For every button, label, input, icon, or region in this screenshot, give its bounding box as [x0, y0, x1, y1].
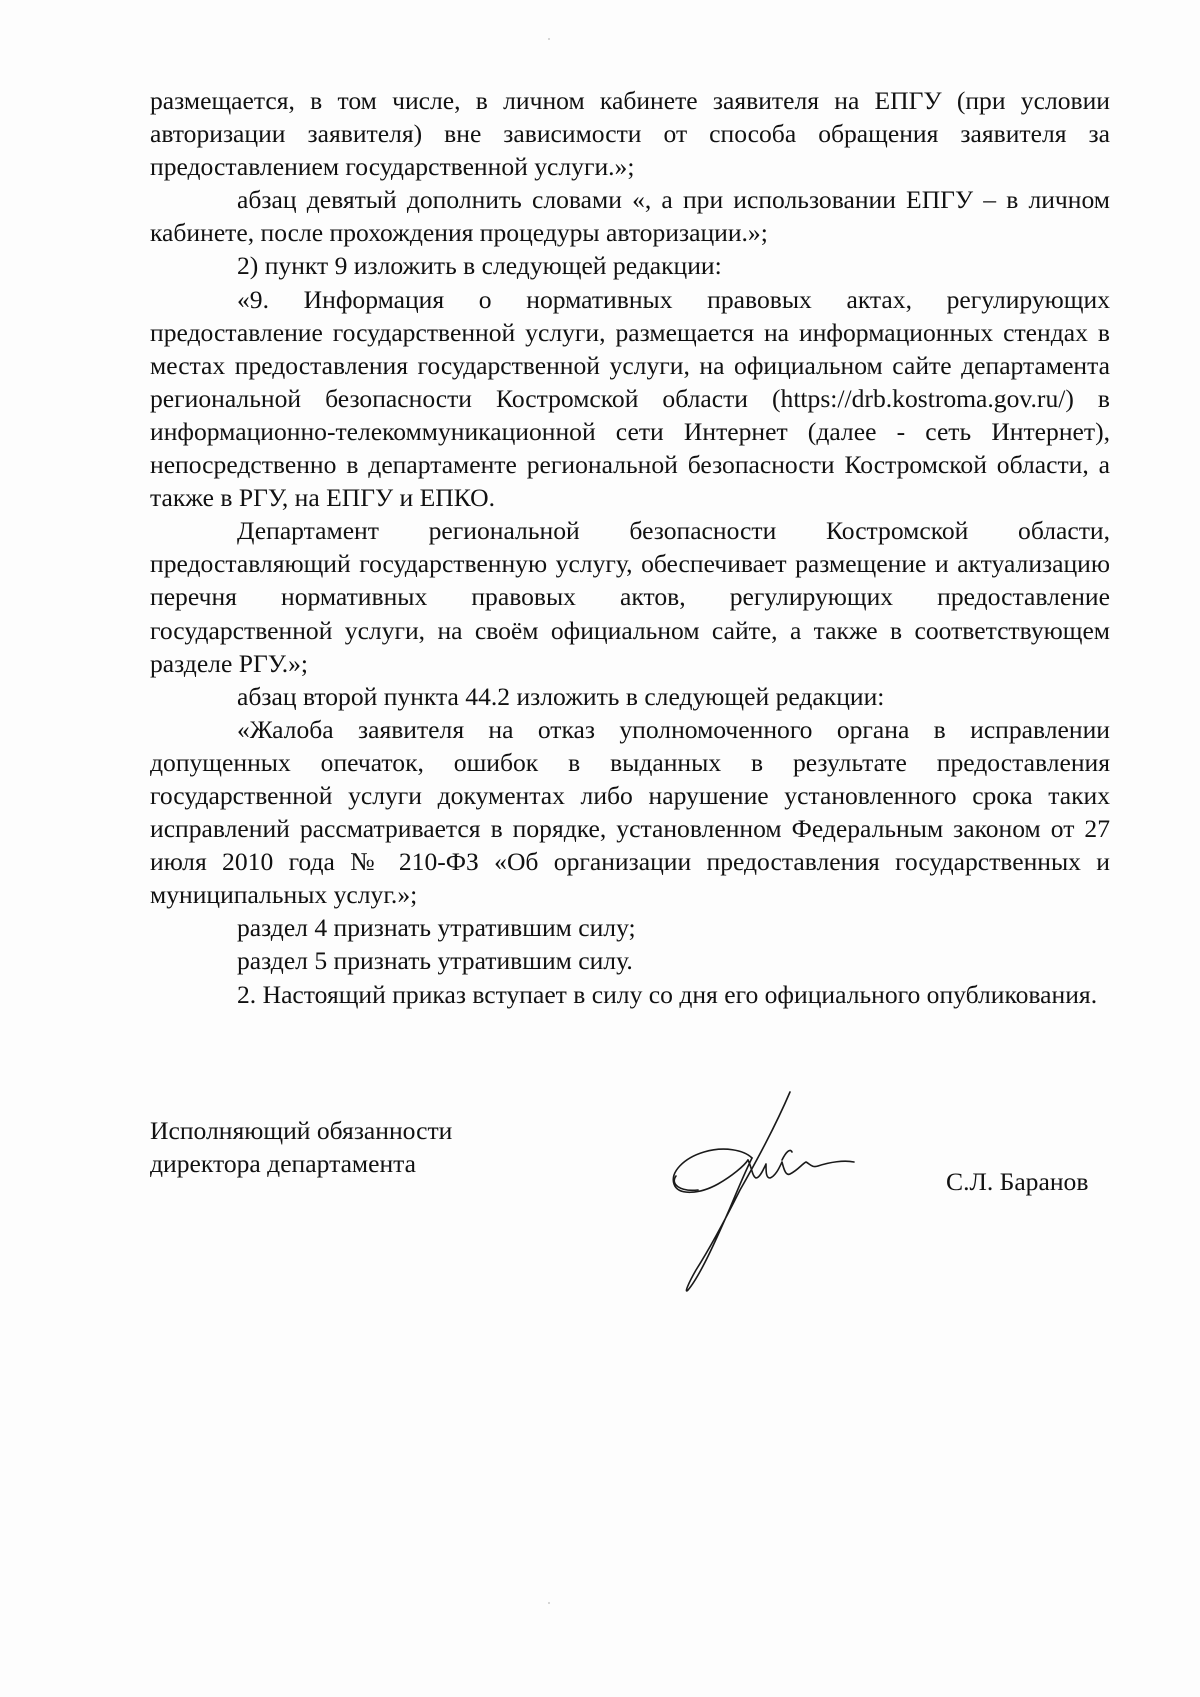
paragraph: раздел 5 признать утратившим силу. — [237, 946, 633, 976]
signatory-position — [150, 1114, 452, 1180]
paragraph: «Жалоба заявителя на отказ уполномоченного органа в исправлении допущенных опечаток, ошибок в выданных в результате предоставления государственной услуги документах либо нарушение установленного срока таких исправлений рассматривается в порядке, установленном Федеральным законом от 27 июля 2010 года № 210-ФЗ «Об организации предоставления государственных и муниципальных услуг.»; — [150, 714, 1110, 910]
scan-speck — [548, 38, 550, 40]
paragraph: «9. Информация о нормативных правовых актах, регулирующих предоставление государственной услуги, размещается на информационных стендах в местах предоставления государственной услуги, на официальном сайте департамента региональной безопасности Костромской области (https://drb.kostroma.gov.ru/) в информационно-телекоммуникационной сети Интернет (далее - сеть Интернет), непосредственно в департаменте региональной безопасности Костромской области, а также в РГУ, на ЕПГУ и ЕПКО. — [150, 284, 1110, 513]
paragraph: 2) пункт 9 изложить в следующей редакции: — [237, 251, 722, 281]
paragraph: абзац второй пункта 44.2 изложить в следующей редакции: — [237, 681, 885, 711]
handwritten-signature — [640, 1080, 860, 1310]
signatory-name: С.Л. Баранов — [946, 1167, 1089, 1196]
position-line: Исполняющий обязанности — [150, 1116, 453, 1145]
paragraph: 2. Настоящий приказ вступает в силу со дня его официального опубликования. — [237, 979, 1098, 1009]
position-line: директора департамента — [150, 1149, 417, 1178]
paragraph: раздел 4 признать утратившим силу; — [237, 913, 636, 943]
paragraph: Департамент региональной безопасности Костромской области, предоставляющий государственную услугу, обеспечивает размещение и актуализацию перечня нормативных правовых актов, регулирующих предоставление государственной услуги, на своём официальном сайте, а также в соответствующем разделе РГУ.»; — [150, 516, 1110, 678]
paragraph: абзац девятый дополнить словами «, а при использовании ЕПГУ – в личном кабинете, после прохождения процедуры авторизации.»; — [150, 185, 1110, 248]
paragraph: размещается, в том числе, в личном кабинете заявителя на ЕПГУ (при условии авторизации заявителя) вне зависимости от способа обращения заявителя за предоставлением государственной услуги.»; — [150, 86, 1110, 182]
scan-speck — [548, 1602, 550, 1604]
document-body — [150, 84, 1110, 1011]
